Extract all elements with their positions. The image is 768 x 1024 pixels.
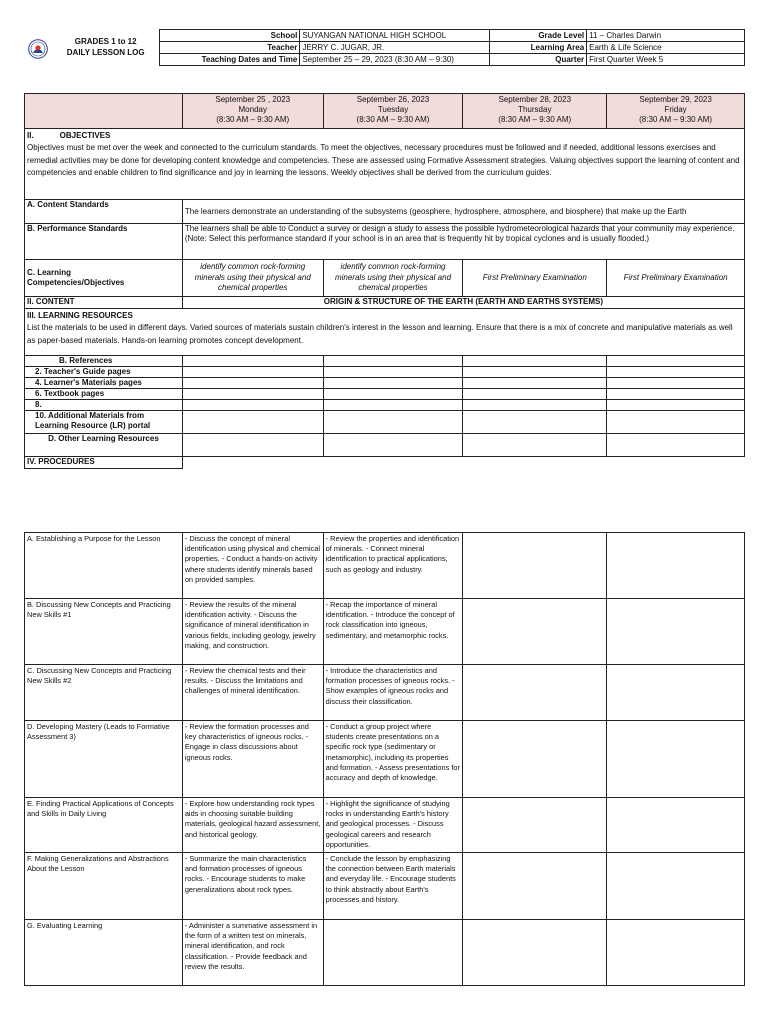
procedure-cell (323, 920, 463, 986)
procedure-label: E. Finding Practical Applications of Concepts and Skills in Daily Living (25, 798, 183, 853)
procedure-cell: - Recap the importance of mineral identification. - Introduce the concept of rock classification into igneous, sedimentary, and metamorphic rocks. (323, 599, 463, 665)
day-name: Friday (664, 105, 687, 114)
procedure-label: F. Making Generalizations and Abstractions About the Lesson (25, 853, 183, 920)
day-date: September 29, 2023 (639, 95, 712, 104)
grade-label: Grade Level (490, 30, 587, 42)
competencies-label-line2: Competencies/Objectives (27, 278, 125, 287)
quarter-label: Quarter (490, 54, 587, 66)
procedure-cell (607, 920, 745, 986)
content-value: ORIGIN & STRUCTURE OF THE EARTH (EARTH AND EARTHS SYSTEMS) (182, 297, 744, 309)
area-value: Earth & Life Science (587, 42, 745, 54)
resource-cell (182, 389, 323, 400)
procedure-label: C. Discussing New Concepts and Practicing New Skills #2 (25, 665, 183, 721)
procedure-cell (463, 665, 607, 721)
day-header-friday (607, 94, 745, 129)
procedures-heading-row (25, 457, 745, 469)
procedure-cell: - Review the chemical tests and their results. - Discuss the limitations and challenges of mineral identification. (182, 665, 323, 721)
content-label: II. CONTENT (25, 297, 183, 309)
day-name: Monday (238, 105, 267, 114)
resource-cell (607, 434, 745, 457)
day-time: (8:30 AM – 9:30 AM) (216, 115, 290, 124)
procedures-heading: IV. PROCEDURES (25, 457, 183, 469)
learning-resources-cell (25, 309, 745, 356)
day-header-tuesday (323, 94, 463, 129)
resource-cell (463, 378, 607, 389)
competencies-label-line1: C. Learning (27, 268, 72, 277)
procedure-cell (607, 665, 745, 721)
resource-cell (607, 389, 745, 400)
resource-cell (323, 389, 463, 400)
resource-label: D. Other Learning Resources (25, 434, 183, 457)
objectives-heading-num: II. (27, 131, 34, 140)
performance-standards-value: The learners shall be able to Conduct a survey or design a study to assess the possible hydrometeorological hazards that your community may experience. (Note: Select this performance standard if your school is in an area that is frequently hit by tropical cyclones and is usually flooded.) (182, 224, 744, 260)
resource-row (25, 389, 745, 400)
resource-row (25, 411, 745, 434)
procedure-cell (607, 853, 745, 920)
procedure-cell: - Review the formation processes and key characteristics of igneous rocks. - Engage in class discussions about igneous rocks. (182, 721, 323, 798)
resource-cell (463, 389, 607, 400)
day-name: Tuesday (377, 105, 409, 114)
procedures-table (24, 532, 745, 986)
content-standards-label: A. Content Standards (25, 200, 183, 224)
procedure-row (25, 533, 745, 599)
procedure-row (25, 798, 745, 853)
resource-cell (463, 356, 607, 367)
grade-value: 11 – Charles Darwin (587, 30, 745, 42)
procedure-row (25, 920, 745, 986)
procedure-row (25, 665, 745, 721)
procedure-cell: - Explore how understanding rock types aids in choosing suitable building materials, geological hazard assessment, and historical geology. (182, 798, 323, 853)
procedure-cell (607, 599, 745, 665)
resource-cell (607, 411, 745, 434)
learning-resources-heading: III. LEARNING RESOURCES (27, 311, 133, 320)
lesson-log-table (24, 93, 745, 469)
resource-cell (323, 378, 463, 389)
title-line1: GRADES 1 to 12 (74, 36, 137, 46)
resource-cell (182, 356, 323, 367)
day-date: September 26, 2023 (356, 95, 430, 104)
learning-resources-text: List the materials to be used in different days. Varied sources of materials sustain children's interest in the lesson and learning. Ensure that there is a mix of concrete and manipulative materials as well as paper-based materials. Hands-on learning promotes concept development. (27, 323, 733, 345)
procedure-cell: - Discuss the concept of mineral identification using physical and chemical properties. - Conduct a hands-on activity where students identify minerals based on provided samples. (182, 533, 323, 599)
procedure-label: G. Evaluating Learning (25, 920, 183, 986)
resource-cell (182, 378, 323, 389)
procedure-cell (463, 721, 607, 798)
procedure-cell: - Highlight the significance of studying rocks in understanding Earth's history and geological processes. - Discuss geological careers and research opportunities. (323, 798, 463, 853)
procedure-row (25, 853, 745, 920)
deped-seal (24, 30, 52, 66)
resource-cell (323, 356, 463, 367)
title-line2: DAILY LESSON LOG (66, 47, 145, 57)
resource-cell (323, 434, 463, 457)
content-standards-value: The learners demonstrate an understanding of the subsystems (geosphere, hydrosphere, atmosphere, and biosphere) that make up the Earth (182, 200, 744, 224)
resource-cell (607, 378, 745, 389)
resource-label: 10. Additional Materials from Learning Resource (LR) portal (25, 411, 183, 434)
procedure-cell: - Review the results of the mineral identification activity. - Discuss the significance of mineral identification in various fields, including geology, jewelry making, and construction. (182, 599, 323, 665)
procedure-cell (607, 721, 745, 798)
performance-standards-label: B. Performance Standards (25, 224, 183, 260)
performance-standards-row (25, 224, 745, 260)
day-time: (8:30 AM – 9:30 AM) (498, 115, 572, 124)
resource-row (25, 400, 745, 411)
objectives-row (25, 129, 745, 200)
competency-thursday: First Preliminary Examination (463, 260, 607, 297)
dates-label: Teaching Dates and Time (160, 54, 300, 66)
resource-cell (463, 411, 607, 434)
procedure-cell: - Conclude the lesson by emphasizing the connection between Earth materials and everyday life. - Encourage students to think abstractly about Earth's processes and history. (323, 853, 463, 920)
resource-label: 4. Learner's Materials pages (25, 378, 183, 389)
procedures-heading-spacer (182, 457, 744, 469)
procedure-row (25, 599, 745, 665)
log-title (52, 30, 160, 66)
resource-cell (182, 367, 323, 378)
resource-cell (463, 400, 607, 411)
resource-cell (463, 367, 607, 378)
content-standards-row (25, 200, 745, 224)
resource-cell (323, 411, 463, 434)
content-row (25, 297, 745, 309)
learning-resources-row (25, 309, 745, 356)
teacher-label: Teacher (160, 42, 300, 54)
procedure-cell: - Summarize the main characteristics and formation processes of igneous rocks. - Encourage students to make generalizations about rock types. (182, 853, 323, 920)
resource-cell (323, 400, 463, 411)
resource-label: B. References (25, 356, 183, 367)
day-date: September 25 , 2023 (215, 95, 291, 104)
resource-cell (182, 434, 323, 457)
procedure-cell (463, 853, 607, 920)
resource-row (25, 356, 745, 367)
objectives-text: Objectives must be met over the week and connected to the curriculum standards. To meet the objectives, necessary procedures must be followed and if needed, additional lessons exercises and remedial activities may be done for developing content knowledge and competencies. These are assessed using Formative Assessment strategies. Valuing objectives support the learning of content and competencies and enable children to find significance and joy in learning the lessons. Weekly objectives shall be derived from the curriculum guides. (27, 143, 740, 178)
resource-cell (607, 367, 745, 378)
quarter-value: First Quarter Week 5 (587, 54, 745, 66)
procedure-cell: - Conduct a group project where students create presentations on a specific rock type (sedimentary or metamorphic), including its properties and formation. - Assess presentations for accuracy and depth of knowledge. (323, 721, 463, 798)
procedure-label: D. Developing Mastery (Leads to Formative Assessment 3) (25, 721, 183, 798)
procedure-cell (463, 920, 607, 986)
objectives-heading (27, 130, 742, 142)
procedure-cell (463, 599, 607, 665)
day-time: (8:30 AM – 9:30 AM) (639, 115, 713, 124)
day-header-blank (25, 94, 183, 129)
procedure-cell: - Administer a summative assessment in the form of a written test on minerals, mineral identification, and rock classification. - Provide feedback and review the results. (182, 920, 323, 986)
resource-cell (323, 367, 463, 378)
school-label: School (160, 30, 300, 42)
procedure-label: A. Establishing a Purpose for the Lesson (25, 533, 183, 599)
resource-cell (607, 400, 745, 411)
objectives-cell (25, 129, 745, 200)
day-name: Thursday (518, 105, 552, 114)
resource-cell (182, 400, 323, 411)
resource-row (25, 367, 745, 378)
day-date: September 28, 2023 (498, 95, 572, 104)
procedure-row (25, 721, 745, 798)
competency-monday: identify common rock-forming minerals using their physical and chemical properties (182, 260, 323, 297)
teacher-value: JERRY C. JUGAR, JR. (300, 42, 490, 54)
resource-cell (607, 356, 745, 367)
resource-row (25, 434, 745, 457)
school-value: SUYANGAN NATIONAL HIGH SCHOOL (300, 30, 490, 42)
procedure-label: B. Discussing New Concepts and Practicing New Skills #1 (25, 599, 183, 665)
competency-tuesday: identify common rock-forming minerals using their physical and chemical properties (323, 260, 463, 297)
area-label: Learning Area (490, 42, 587, 54)
day-time: (8:30 AM – 9:30 AM) (356, 115, 430, 124)
competencies-label (25, 260, 183, 297)
resource-label: 2. Teacher's Guide pages (25, 367, 183, 378)
objectives-heading-text: OBJECTIVES (59, 131, 111, 140)
procedure-cell: - Review the properties and identification of minerals. - Connect mineral identification to practical applications, such as geology and industry. (323, 533, 463, 599)
resource-cell (182, 411, 323, 434)
header-table (24, 29, 745, 66)
day-header-monday (182, 94, 323, 129)
resource-label: 8. (25, 400, 183, 411)
procedure-cell (463, 798, 607, 853)
resource-label: 6. Textbook pages (25, 389, 183, 400)
procedure-cell (607, 533, 745, 599)
competency-friday: First Preliminary Examination (607, 260, 745, 297)
competencies-row (25, 260, 745, 297)
resource-cell (463, 434, 607, 457)
procedure-cell (607, 798, 745, 853)
seal-icon (28, 39, 48, 59)
dates-value: September 25 – 29, 2023 (8:30 AM – 9:30) (300, 54, 490, 66)
resource-row (25, 378, 745, 389)
procedure-cell (463, 533, 607, 599)
day-header-thursday (463, 94, 607, 129)
day-header-row (25, 94, 745, 129)
procedure-cell: - Introduce the characteristics and formation processes of igneous rocks. - Show examples of igneous rocks and discuss their classification. (323, 665, 463, 721)
